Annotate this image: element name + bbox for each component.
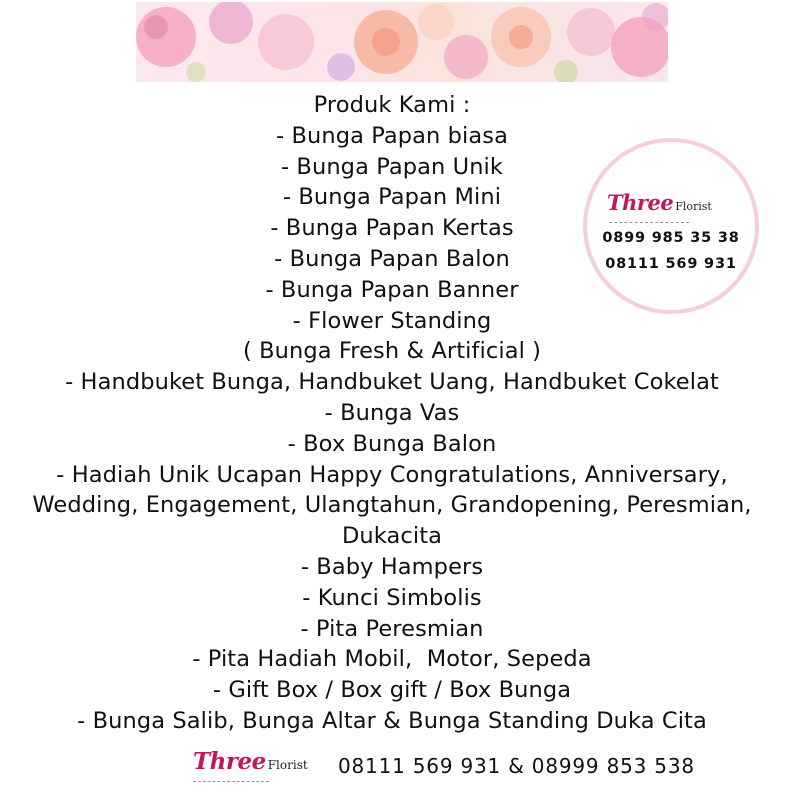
list-item: - Hadiah Unik Ucapan Happy Congratulations, Anniversary, bbox=[56, 461, 728, 488]
list-item: Dukacita bbox=[341, 523, 443, 550]
list-item: - Gift Box / Box gift / Box Bunga bbox=[212, 677, 572, 704]
logo-script-text: Three bbox=[193, 748, 266, 775]
list-item: - Pita Hadiah Mobil, Motor, Sepeda bbox=[192, 646, 592, 673]
footer-logo bbox=[193, 748, 308, 788]
list-item: - Pita Peresmian bbox=[300, 615, 484, 642]
list-item: - Handbuket Bunga, Handbuket Uang, Handbuket Cokelat bbox=[65, 369, 719, 396]
logo-small-text: Florist bbox=[267, 758, 308, 772]
floral-banner bbox=[136, 2, 668, 82]
brand-logo bbox=[607, 190, 712, 215]
list-heading: Produk Kami : bbox=[313, 92, 471, 118]
list-item: ( Bunga Fresh & Artificial ) bbox=[242, 338, 542, 365]
list-item: - Box Bunga Balon bbox=[287, 430, 497, 457]
list-item: - Bunga Papan biasa bbox=[275, 122, 508, 149]
logo-script-text: Three bbox=[607, 190, 674, 215]
list-item: - Bunga Salib, Bunga Altar & Bunga Standing Duka Cita bbox=[77, 707, 707, 734]
footer-contact: 08111 569 931 & 08999 853 538 bbox=[338, 754, 695, 778]
list-item: Wedding, Engagement, Ulangtahun, Grandopening, Peresmian, bbox=[32, 492, 752, 519]
logo-small-text: Florist bbox=[675, 200, 712, 213]
list-item: - Kunci Simbolis bbox=[302, 584, 482, 611]
phone-number: 0899 985 35 38 bbox=[602, 230, 740, 246]
list-item: - Flower Standing bbox=[292, 307, 492, 334]
list-item: - Baby Hampers bbox=[300, 553, 484, 580]
list-item: - Bunga Vas bbox=[324, 399, 460, 426]
contact-badge bbox=[583, 138, 759, 314]
logo-underline bbox=[193, 781, 269, 782]
list-item: - Bunga Papan Banner bbox=[265, 276, 519, 303]
list-item: - Bunga Papan Mini bbox=[282, 184, 502, 211]
list-item: - Bunga Papan Kertas bbox=[270, 215, 514, 242]
logo-underline bbox=[609, 222, 689, 223]
flower-icon bbox=[136, 2, 668, 82]
phone-number: 08111 569 931 bbox=[605, 256, 737, 272]
list-item: - Bunga Papan Balon bbox=[274, 245, 510, 272]
list-item: - Bunga Papan Unik bbox=[280, 153, 504, 180]
